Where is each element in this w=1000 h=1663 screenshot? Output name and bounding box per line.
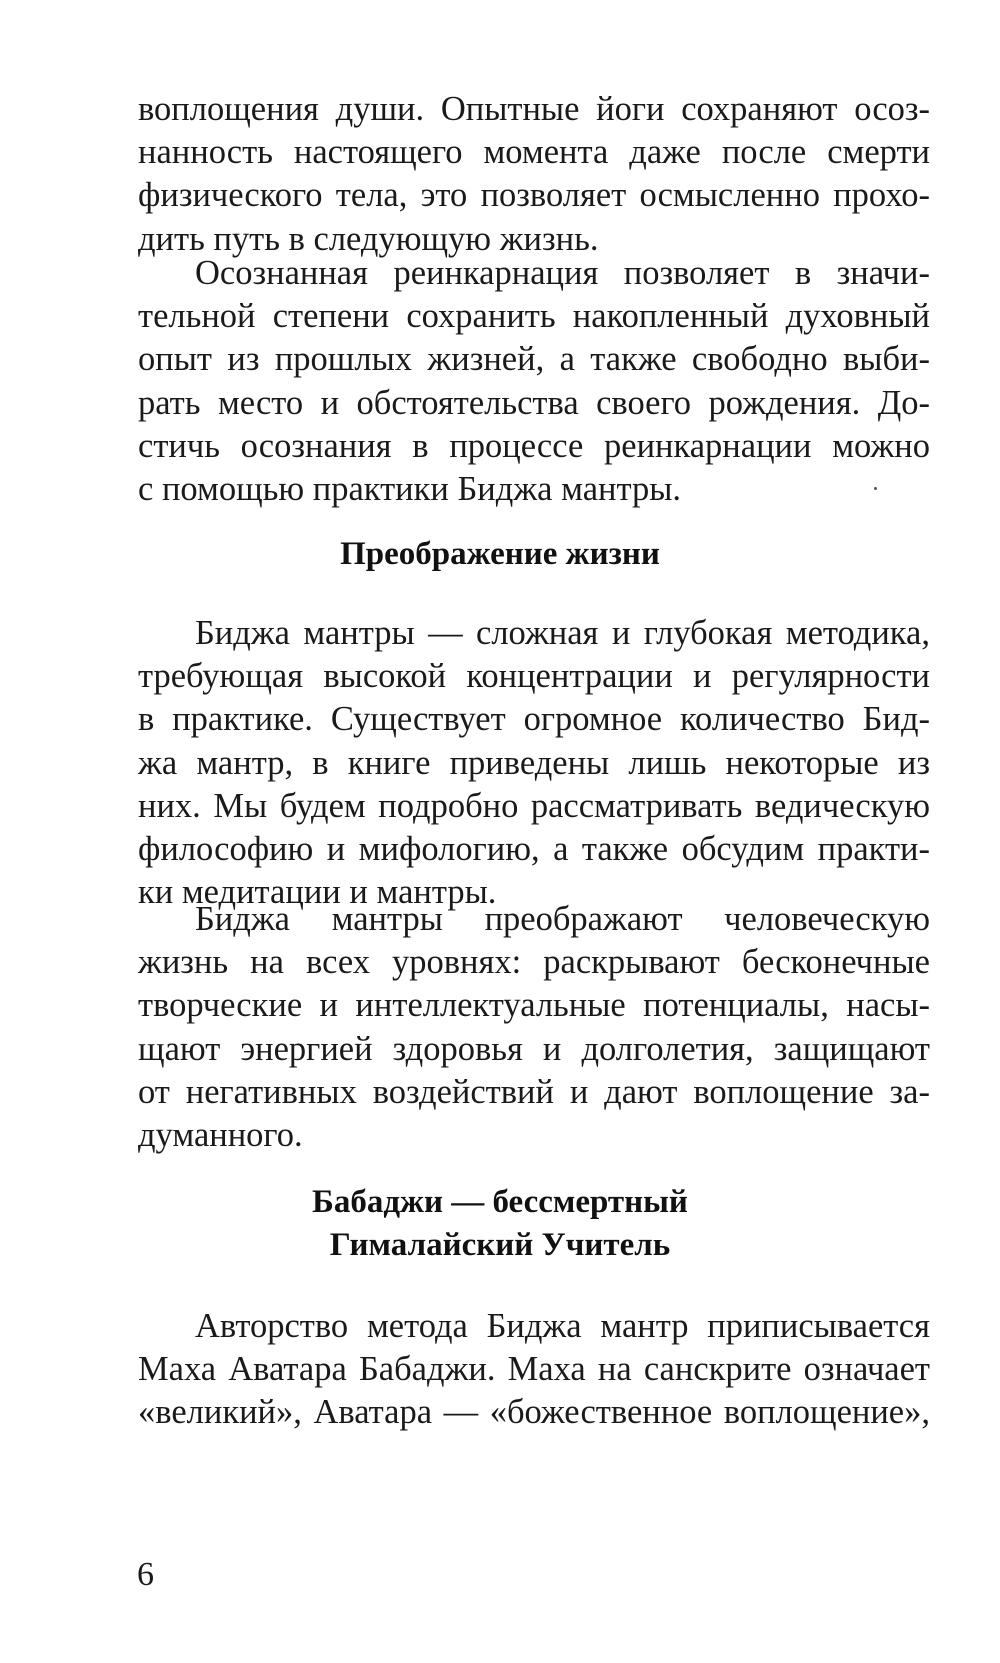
text-line: дить путь в следующую жизнь.: [138, 219, 599, 258]
text-line: «великий», Аватара — «божественное воплощение»,: [138, 1393, 930, 1432]
text-line: стичь осознания в процессе реинкарнации можно: [138, 426, 930, 465]
page-number: 6: [137, 1556, 154, 1593]
text-line: нанность настоящего момента даже после смерти: [138, 133, 930, 172]
text-line: от негативных воздействий и дают воплощение за-: [138, 1072, 930, 1111]
text-line: ки медитации и мантры.: [138, 873, 497, 912]
text-line: них. Мы будем подробно рассматривать ведическую: [138, 786, 930, 825]
text-line: философию и мифологию, а также обсудим практи-: [138, 830, 930, 869]
text-line: тельной степени сохранить накопленный духовный: [138, 297, 930, 336]
text-line: физического тела, это позволяет осмысленно прохо-: [138, 176, 930, 215]
print-speck: [874, 487, 877, 490]
text-line: Маха Аватара Бабаджи. Маха на санскрите означает: [138, 1350, 930, 1389]
text-line: Осознанная реинкарнация позволяет в значи-: [195, 254, 930, 292]
text-line: с помощью практики Биджа мантры.: [138, 470, 682, 509]
text-line: жа мантр, в книге приведены лишь некоторые из: [138, 743, 930, 782]
text-line: творческие и интеллектуальные потенциалы, насы-: [138, 986, 930, 1025]
text-line: Биджа мантры — сложная и глубокая методика,: [195, 614, 930, 652]
section-heading-babaji-line-1: Бабаджи — бессмертный: [312, 1184, 688, 1220]
paragraph-authorship: [138, 1305, 930, 1435]
paragraph-conscious-reincarnation: [138, 252, 930, 511]
text-line: думанного.: [138, 1116, 303, 1155]
paragraph-bija-mantras-method: [138, 612, 930, 914]
text-line: Авторство метода Биджа мантр приписывается: [195, 1307, 930, 1345]
text-line: в практике. Существует огромное количество Бид-: [138, 700, 930, 739]
paragraph-reincarnation-intro: [138, 88, 930, 261]
section-heading-babaji-line-2: Гималайский Учитель: [329, 1227, 671, 1263]
paragraph-bija-mantras-effects: [138, 898, 930, 1157]
text-line: опыт из прошлых жизней, а также свободно выби-: [138, 340, 930, 379]
text-line: щают энергией здоровья и долголетия, защищают: [138, 1029, 930, 1068]
section-heading-transformation: Преображение жизни: [340, 536, 660, 572]
text-line: Биджа мантры преображают человеческую: [195, 900, 930, 938]
text-line: требующая высокой концентрации и регулярности: [138, 657, 930, 696]
text-line: воплощения души. Опытные йоги сохраняют осоз-: [138, 90, 930, 128]
text-line: жизнь на всех уровнях: раскрывают бесконечные: [138, 943, 930, 982]
text-line: рать место и обстоятельства своего рождения. До-: [138, 383, 930, 422]
